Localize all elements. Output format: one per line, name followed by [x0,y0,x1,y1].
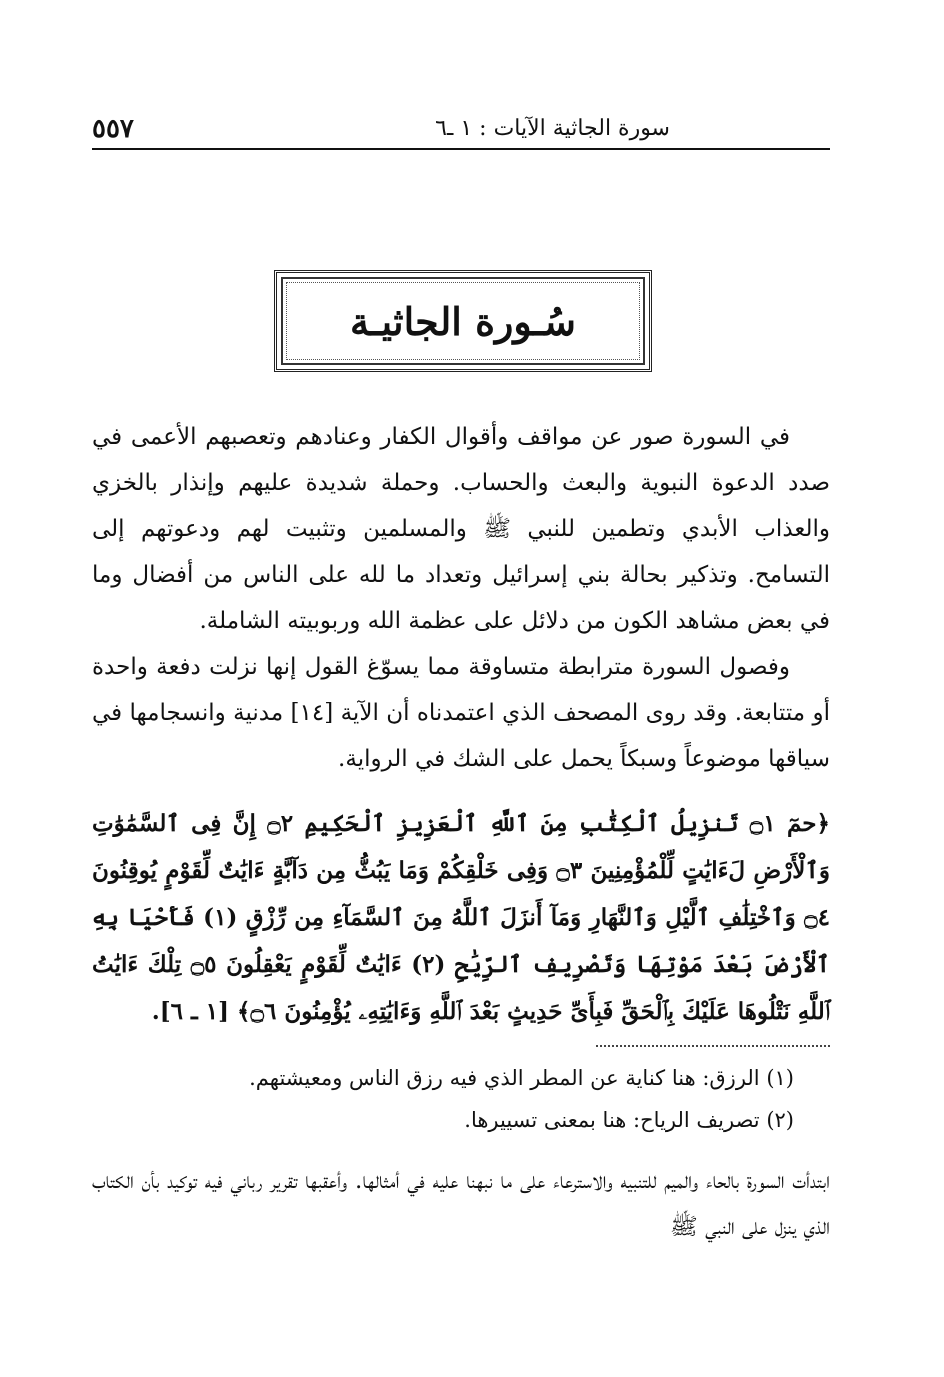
intro-paragraph-2: وفصول السورة مترابطة متساوقة مما يسوّغ القول إنها نزلت دفعة واحدة أو متتابعة. وقد روى المصحف الذي اعتمدناه أن الآية [١٤] مدنية وانسجامها في سياقها موضوعاً وسبكاً يحمل على الشك في الرواية. [92,654,830,772]
surah-title-frame [274,270,652,372]
quran-verses: ﴿حمٓ ۝١ تَنزِيلُ ٱلْكِتَٰبِ مِنَ ٱللَّهِ ٱلْعَزِيزِ ٱلْحَكِيمِ ۝٢ إِنَّ فِى ٱلسَّمَٰوَٰتِ وَٱلْأَرْضِ لَءَايَٰتٍ لِّلْمُؤْمِنِينَ ۝٣ وَفِى خَلْقِكُمْ وَمَا يَبُثُّ مِن دَآبَّةٍ ءَايَٰتٌ لِّقَوْمٍ يُوقِنُونَ ۝٤ وَٱخْتِلَٰفِ ٱلَّيْلِ وَٱلنَّهَارِ وَمَآ أَنزَلَ ٱللَّهُ مِنَ ٱلسَّمَآءِ مِن رِّزْقٍ (١) فَأَحْيَا بِهِ ٱلْأَرْضَ بَعْدَ مَوْتِهَا وَتَصْرِيفِ ٱلرِّيَٰحِ (٢) ءَايَٰتٌ لِّقَوْمٍ يَعْقِلُونَ ۝٥ تِلْكَ ءَايَٰتُ ٱللَّهِ نَتْلُوهَا عَلَيْكَ بِٱلْحَقِّ فَبِأَىِّ حَدِيثٍ بَعْدَ ٱللَّهِ وَءَايَٰتِهِۦ يُؤْمِنُونَ ۝٦﴾ [١ ـ ٦]. [92,810,830,1025]
running-header-title: سورة الجاثية الآيات : ١ ـ٦ [435,116,670,141]
page-number: ٥٥٧ [92,114,134,144]
page-header [92,110,830,150]
intro-paragraph-1: في السورة صور عن مواقف وأقوال الكفار وعنادهم وتعصبهم الأعمى في صدد الدعوة النبوية والبعث والحساب. وحملة شديدة عليهم وإنذار بالخزي والعذاب الأبدي وتطمين للنبي ﷺ والمسلمين وتثبيت لهم ودعوتهم إلى التسامح. وتذكير بحالة بني إسرائيل وتعداد ما لله على الناس من أفضال وما في بعض مشاهد الكون من دلائل على عظمة الله وربوبيته الشاملة. [92,424,830,634]
header-divider [92,148,830,150]
footnote-1: (١) الرزق: هنا كناية عن المطر الذي فيه رزق الناس ومعيشتهم. [249,1066,794,1090]
footnote-2: (٢) تصريف الرياح: هنا بمعنى تسييرها. [464,1108,794,1132]
surah-title: سُـورة الجاثيـة [350,299,576,344]
commentary-paragraph: ابتدأت السورة بالحاء والميم للتنبيه والاسترعاء على ما نبهنا عليه في أمثالها. وأعقبها تقرير رباني فيه توكيد بأن الكتاب الذي ينزل على النبي ﷺ [92,1168,830,1240]
footnote-divider [596,1045,830,1047]
